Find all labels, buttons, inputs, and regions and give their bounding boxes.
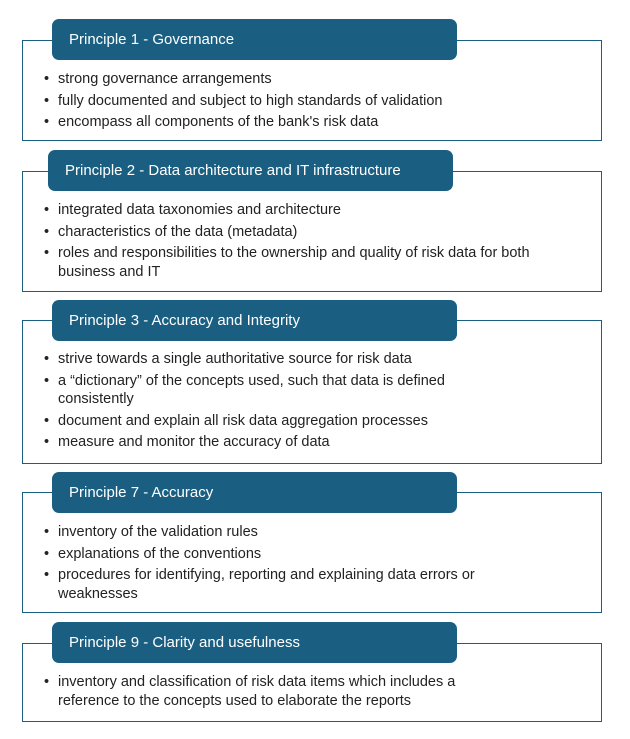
principle-9-list [44, 673, 514, 713]
list-item: • characteristics of the data (metadata) [44, 223, 298, 240]
principle-9-title: Principle 9 - Clarity and usefulness [69, 634, 300, 651]
principle-1-header [52, 19, 457, 60]
principle-3-title: Principle 3 - Accuracy and Integrity [69, 312, 300, 329]
bullet-icon: • [44, 245, 50, 261]
principle-3-list [44, 350, 524, 455]
list-item: • roles and responsibilities to the ownership and quality of risk data for both business and IT [44, 245, 530, 280]
bullet-icon: • [44, 92, 50, 109]
list-item: • document and explain all risk data aggregation processes [44, 412, 428, 429]
principle-2-list [44, 201, 534, 284]
bullet-icon: • [44, 351, 50, 367]
bullet-icon: • [44, 223, 50, 240]
list-item: • strive towards a single authoritative source for risk data [44, 351, 412, 367]
list-item: • encompass all components of the bank's risk data [44, 114, 379, 130]
list-item: • integrated data taxonomies and architecture [44, 202, 341, 218]
list-item: • strong governance arrangements [44, 71, 272, 87]
list-item: • explanations of the conventions [44, 545, 262, 562]
list-item: • inventory of the validation rules [44, 524, 258, 540]
principle-7-title: Principle 7 - Accuracy [69, 484, 214, 501]
principle-3-header [52, 300, 457, 341]
principle-2-title: Principle 2 - Data architecture and IT infrastructure [65, 162, 401, 179]
principle-1-list [44, 70, 564, 135]
principle-2-header [48, 150, 453, 191]
list-item: • procedures for identifying, reporting and explaining data errors or weaknesses [44, 567, 475, 602]
list-item: • inventory and classification of risk data items which includes a reference to the concepts used to elaborate the reports [44, 674, 456, 709]
bullet-icon: • [44, 372, 50, 389]
principle-7-header [52, 472, 457, 513]
bullet-icon: • [44, 71, 50, 87]
principle-7-list [44, 523, 544, 606]
principle-9-header [52, 622, 457, 663]
bullet-icon: • [44, 545, 50, 562]
bullet-icon: • [44, 674, 50, 690]
bullet-icon: • [44, 567, 50, 583]
bullet-icon: • [44, 524, 50, 540]
bullet-icon: • [44, 434, 50, 450]
bullet-icon: • [44, 114, 50, 130]
list-item: • a “dictionary” of the concepts used, such that data is defined consistently [44, 372, 445, 407]
bullet-icon: • [44, 412, 50, 429]
list-item: • measure and monitor the accuracy of data [44, 434, 330, 450]
list-item: • fully documented and subject to high standards of validation [44, 92, 443, 109]
bullet-icon: • [44, 202, 50, 218]
principle-1-title: Principle 1 - Governance [69, 31, 235, 48]
